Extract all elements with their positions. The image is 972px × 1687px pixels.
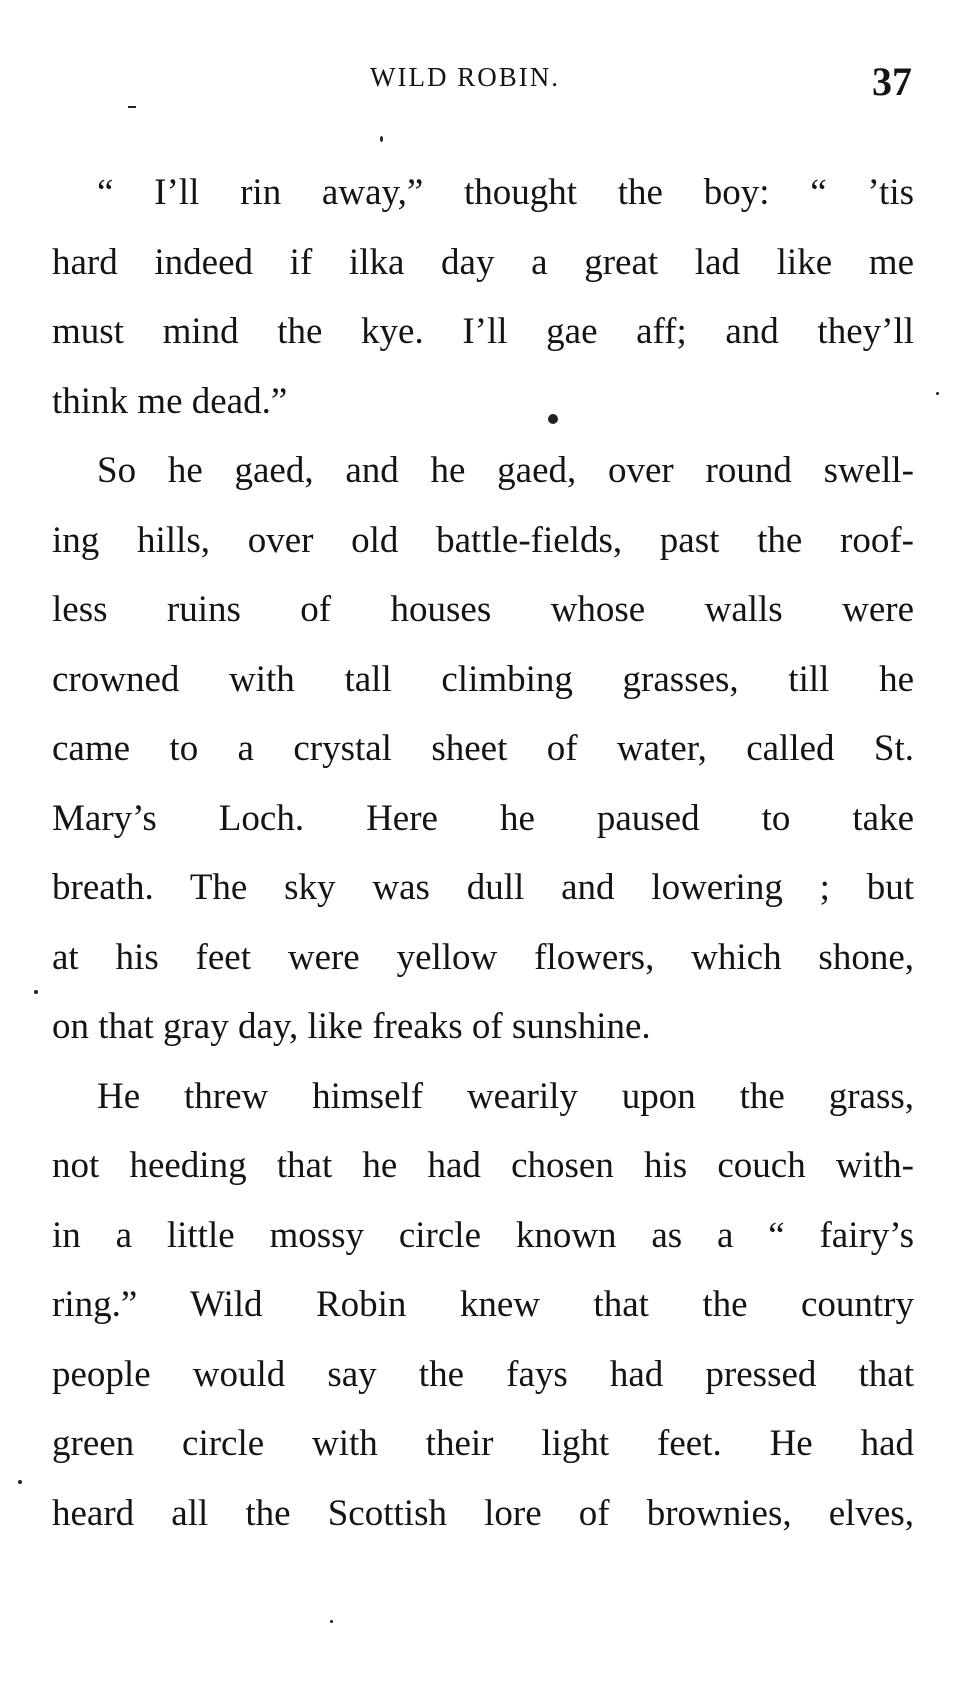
text-line: think me dead.” xyxy=(52,380,288,422)
text-line: ring.” Wild Robin knew that the country xyxy=(52,1284,914,1325)
text-line: not heeding that he had chosen his couch with- xyxy=(52,1145,914,1186)
text-line: heard all the Scottish lore of brownies, elves, xyxy=(52,1492,914,1534)
print-speck xyxy=(380,136,383,142)
print-speck xyxy=(330,1620,333,1623)
text-line: at his feet were yellow flowers, which shone, xyxy=(52,936,914,978)
print-speck xyxy=(18,1480,22,1484)
text-line: less ruins of houses whose walls were xyxy=(52,589,914,630)
text-line: in a little mossy circle known as a “ fairy’s xyxy=(52,1214,914,1256)
text-line: Mary’s Loch. Here he paused to take xyxy=(52,797,914,839)
body-text xyxy=(52,158,914,1548)
paragraph xyxy=(52,158,914,436)
text-line: on that gray day, like freaks of sunshine. xyxy=(52,1006,651,1047)
paragraph xyxy=(52,436,914,1062)
text-line: came to a crystal sheet of water, called St. xyxy=(52,728,914,769)
text-line: green circle with their light feet. He had xyxy=(52,1423,914,1464)
text-line: He threw himself wearily upon the grass, xyxy=(97,1075,914,1117)
print-speck xyxy=(548,414,558,424)
print-speck xyxy=(34,990,38,994)
page-number: 37 xyxy=(872,59,912,104)
running-title: WILD ROBIN. xyxy=(370,62,560,92)
text-line: crowned with tall climbing grasses, till he xyxy=(52,658,914,700)
running-head xyxy=(0,58,972,108)
text-line: “ I’ll rin away,” thought the boy: “ ’tis xyxy=(97,172,914,213)
print-speck xyxy=(128,106,136,108)
text-line: breath. The sky was dull and lowering ; but xyxy=(52,867,914,908)
text-line: So he gaed, and he gaed, over round swell- xyxy=(97,450,914,491)
text-line: people would say the fays had pressed that xyxy=(52,1353,914,1395)
text-line: hard indeed if ilka day a great lad like me xyxy=(52,241,914,283)
paragraph xyxy=(52,1062,914,1549)
text-line: must mind the kye. I’ll gae aff; and they’ll xyxy=(52,311,914,352)
text-line: ing hills, over old battle-fields, past the roof- xyxy=(52,519,914,561)
print-speck xyxy=(936,392,939,395)
